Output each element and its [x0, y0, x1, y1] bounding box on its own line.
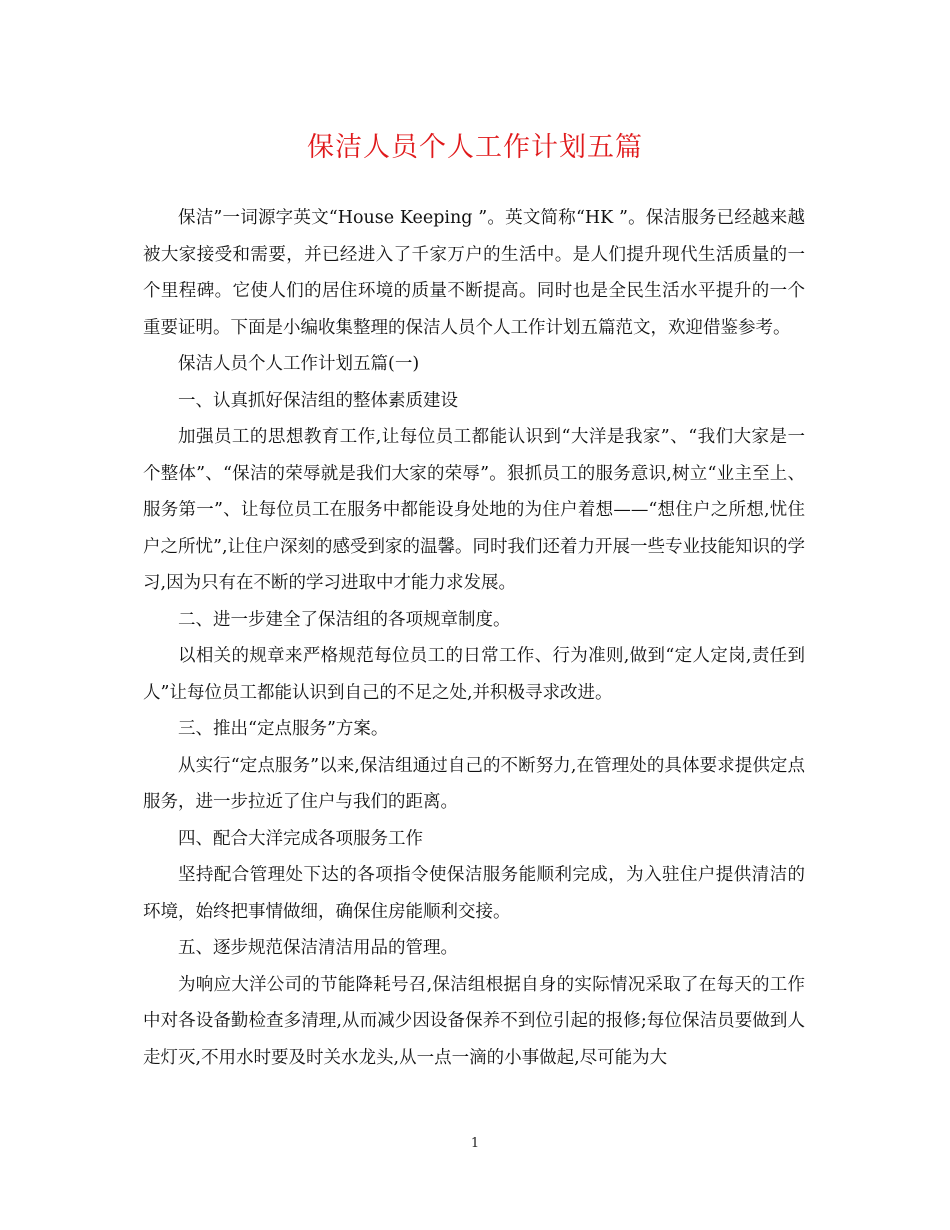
body-paragraph: 从实行“定点服务”以来,保洁组通过自己的不断努力,在管理处的具体要求提供定点服务，进一步拉近了住户与我们的距离。 [143, 755, 805, 812]
body-paragraph: 加强员工的思想教育工作,让每位员工都能认识到“大洋是我家”、“我们大家是一个整体”、“保洁的荣辱就是我们大家的荣辱”。狠抓员工的服务意识,树立“业主至上、服务第一”、让每位员工在服务中都能设身处地的为住户着想——“想住户之所想,忧住户之所忧”,让住户深刻的感受到家的温馨。同时我们还着力开展一些专业技能知识的学习,因为只有在不断的学习进取中才能力求发展。 [143, 427, 806, 593]
page-number: 1 [470, 1136, 480, 1151]
section-heading-part-one: 保洁人员个人工作计划五篇(一) [178, 354, 420, 374]
document-body [143, 200, 805, 1076]
heading-item-one: 一、认真抓好保洁组的整体素质建设 [178, 390, 458, 411]
body-paragraph: 为响应大洋公司的节能降耗号召,保洁组根据自身的实际情况采取了在每天的工作中对各设备勤检查多清理,从而减少因设备保养不到位引起的报修;每位保洁员要做到人走灯灭,不用水时要及时关水龙头,从一点一滴的小事做起,尽可能为大 [143, 974, 805, 1068]
heading-item-two: 二、进一步建全了保洁组的各项规章制度。 [178, 609, 511, 630]
heading-item-five: 五、逐步规范保洁清洁用品的管理。 [178, 938, 458, 958]
intro-paragraph: 保洁”一词源字英文“House Keeping ”。英文简称“HK ”。保洁服务已经越来越被大家接受和需要，并已经进入了千家万户的生活中。是人们提升现代生活质量的一个里程碑。它使人们的居住环境的质量不断提高。同时也是全民生活水平提升的一个重要证明。下面是小编收集整理的保洁人员个人工作计划五篇范文，欢迎借鉴参考。 [143, 208, 805, 338]
heading-item-three: 三、推出“定点服务”方案。 [178, 719, 389, 739]
body-paragraph: 坚持配合管理处下达的各项指令使保洁服务能顺利完成，为入驻住户提供清洁的环境，始终把事情做细，确保住房能顺利交接。 [143, 865, 805, 922]
body-paragraph: 以相关的规章来严格规范每位员工的日常工作、行为准则,做到“定人定岗,责任到人”让每位员工都能认识到自己的不足之处,并积极寻求改进。 [143, 646, 805, 703]
heading-item-four: 四、配合大洋完成各项服务工作 [178, 828, 423, 849]
document-title: 保洁人员个人工作计划五篇 [307, 132, 643, 163]
